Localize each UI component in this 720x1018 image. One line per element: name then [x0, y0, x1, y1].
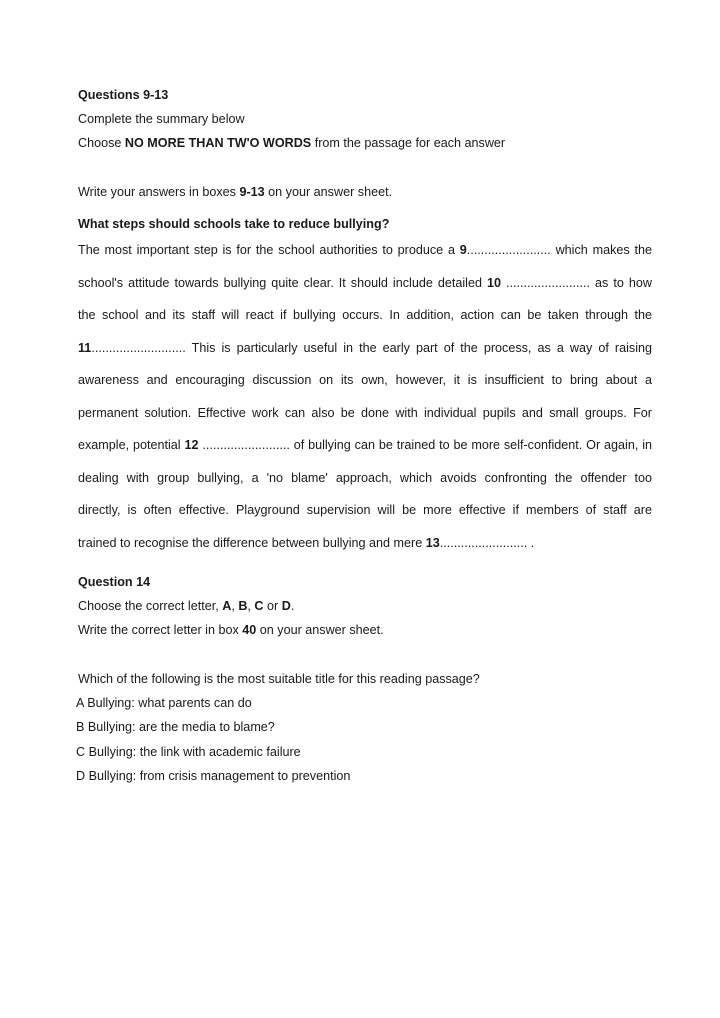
instruction-choose-letter-end: .	[290, 599, 295, 613]
summary-line	[78, 340, 652, 356]
summary-text: The most important step is for the school authorities to produce a	[78, 243, 460, 257]
summary-line	[78, 502, 652, 518]
letter-separator: ,	[231, 599, 239, 613]
letter-separator: ,	[247, 599, 255, 613]
summary-line	[78, 372, 652, 388]
instruction-answer-boxes-suffix: on your answer sheet.	[264, 185, 393, 199]
summary-line	[78, 242, 652, 258]
instruction-answer-box-bold: 40	[242, 623, 257, 637]
summary-text: example, potential	[78, 438, 185, 452]
gap-number-9: 9	[459, 243, 467, 257]
summary-text: ......................... .	[439, 535, 535, 550]
instruction-word-limit-bold: NO MORE THAN TW'O WORDS	[124, 136, 312, 150]
summary-text: dealing with group bullying, a 'no blame' approach, which avoids confronting the offender too	[78, 470, 652, 485]
instruction-word-limit	[78, 135, 505, 151]
letter-b: B	[238, 599, 248, 613]
summary-line	[78, 307, 652, 323]
letter-separator: or	[263, 599, 282, 613]
instruction-answer-box-prefix: Write the correct letter in box	[78, 623, 243, 637]
instruction-choose-letter-prefix: Choose the correct letter,	[78, 599, 223, 613]
summary-line	[78, 275, 652, 291]
section-heading-questions-9-13: Questions 9-13	[78, 88, 169, 102]
instruction-answer-boxes	[78, 184, 392, 200]
gap-number-11: 11	[78, 340, 92, 355]
instruction-word-limit-prefix: Choose	[78, 136, 125, 150]
instruction-word-limit-suffix: from the passage for each answer	[311, 136, 506, 150]
section-heading-question-14: Question 14	[78, 575, 151, 589]
gap-number-12: 12	[184, 438, 199, 452]
instruction-answer-boxes-prefix: Write your answers in boxes	[78, 185, 240, 199]
summary-text: awareness and encouraging discussion on its own, however, it is insufficient to bring about a	[78, 373, 652, 387]
summary-line	[78, 405, 652, 421]
instruction-choose-letter	[78, 598, 294, 614]
option-b: B Bullying: are the media to blame?	[76, 720, 275, 734]
summary-line	[78, 470, 652, 486]
option-d: D Bullying: from crisis management to prevention	[76, 769, 351, 783]
summary-text: permanent solution. Effective work can also be done with individual pupils and small groups. For	[78, 405, 652, 420]
option-a: A Bullying: what parents can do	[76, 696, 252, 710]
summary-text: ........................... This is particularly useful in the early part of the process, as a way of raising	[91, 340, 652, 355]
instruction-complete-summary: Complete the summary below	[78, 112, 245, 126]
option-c: C Bullying: the link with academic failure	[76, 745, 301, 759]
summary-line	[78, 535, 652, 551]
summary-text: the school and its staff will react if bullying occurs. In addition, action can be taken through the	[78, 308, 652, 322]
instruction-answer-box-suffix: on your answer sheet.	[256, 623, 384, 637]
summary-text: ........................ as to how	[501, 275, 652, 290]
summary-text: school's attitude towards bullying quite clear. It should include detailed	[78, 275, 487, 290]
summary-text: directly, is often effective. Playground supervision will be more effective if members of staff are	[78, 503, 652, 517]
summary-text: ........................ which makes the	[466, 243, 652, 257]
summary-text: trained to recognise the difference between bullying and mere	[78, 535, 426, 550]
instruction-answer-box-40	[78, 622, 384, 638]
letter-d: D	[281, 599, 291, 613]
gap-number-13: 13	[425, 535, 440, 550]
letter-a: A	[222, 599, 232, 613]
gap-number-10: 10	[487, 275, 502, 290]
question-14-text: Which of the following is the most suitable title for this reading passage?	[78, 672, 480, 686]
summary-line	[78, 437, 652, 453]
letter-c: C	[254, 599, 264, 613]
summary-title: What steps should schools take to reduce bullying?	[78, 217, 390, 231]
instruction-answer-boxes-bold: 9-13	[239, 185, 265, 199]
summary-text: ......................... of bullying can be trained to be more self-confident. Or again, in	[198, 438, 653, 452]
